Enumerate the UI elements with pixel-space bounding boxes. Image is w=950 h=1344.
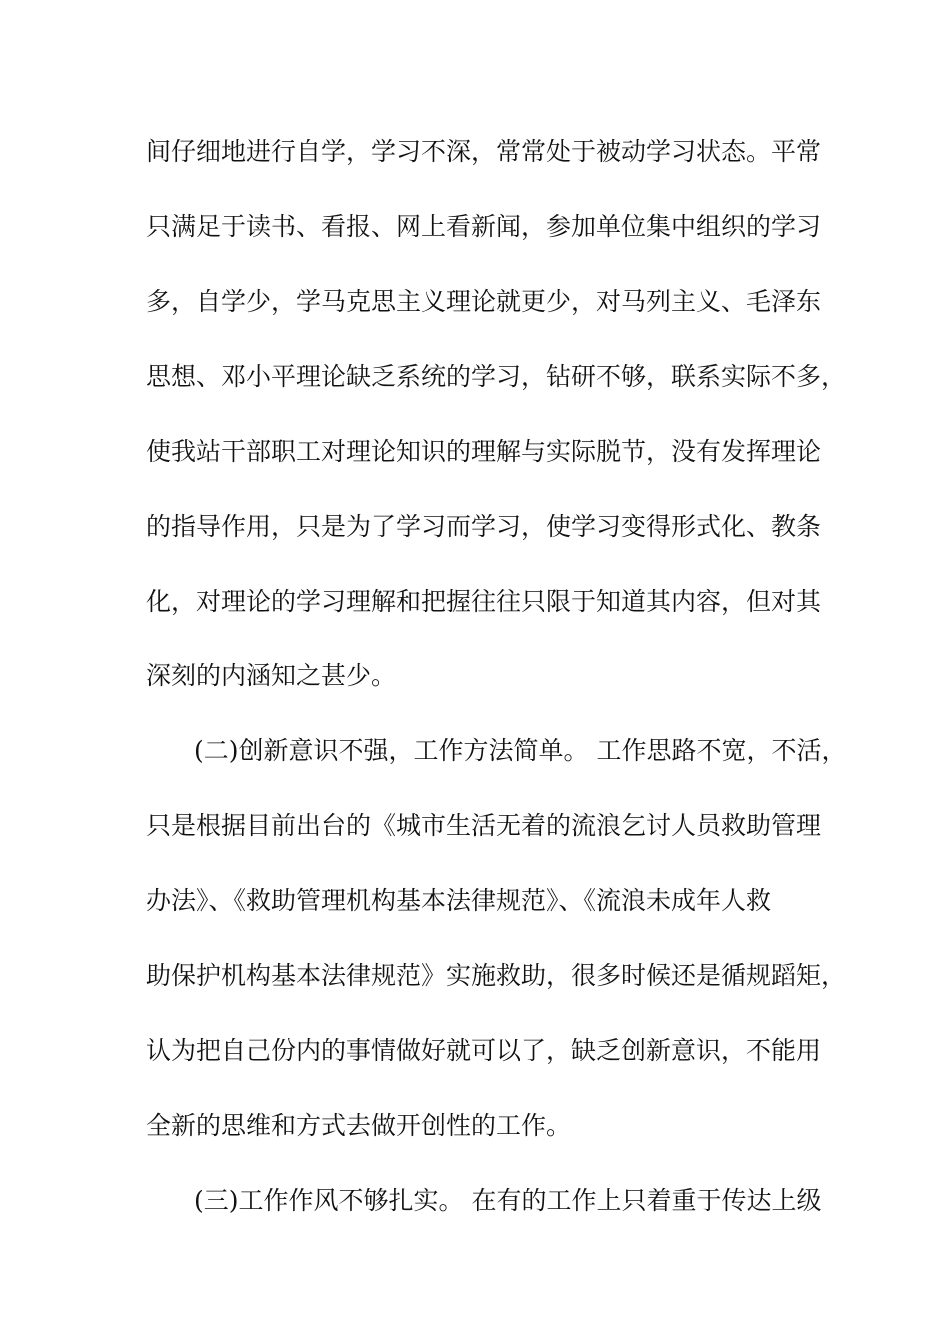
text-line: 间仔细地进行自学，学习不深，常常处于被动学习状态。平常 [146, 137, 822, 166]
text-line: 深刻的内涵知之甚少。 [146, 661, 397, 690]
text-line: 助保护机构基本法律规范》实施救助，很多时候还是循规蹈矩， [146, 961, 847, 990]
text-line: 认为把自己份内的事情做好就可以了，缺乏创新意识，不能用 [146, 1036, 822, 1065]
text-line: 的指导作用，只是为了学习而学习，使学习变得形式化、教条 [146, 512, 822, 541]
text-line: 办法》、《救助管理机构基本法律规范》、《流浪未成年人救 [146, 886, 772, 915]
text-line: 思想、邓小平理论缺乏系统的学习，钻研不够，联系实际不多， [146, 362, 847, 391]
section-heading-3: (三)工作作风不够扎实。 在有的工作上只着重于传达上级 [194, 1186, 822, 1215]
text-line: 全新的思维和方式去做开创性的工作。 [146, 1111, 572, 1140]
text-line: 多，自学少，学马克思主义理论就更少，对马列主义、毛泽东 [146, 287, 822, 316]
text-line: 化，对理论的学习理解和把握往往只限于知道其内容，但对其 [146, 587, 822, 616]
text-line: 使我站干部职工对理论知识的理解与实际脱节，没有发挥理论 [146, 437, 822, 466]
text-line: 只满足于读书、看报、网上看新闻，参加单位集中组织的学习 [146, 212, 822, 241]
text-line: 只是根据目前出台的《城市生活无着的流浪乞讨人员救助管理 [146, 811, 822, 840]
section-heading-2: (二)创新意识不强，工作方法简单。 工作思路不宽，不活， [194, 736, 847, 765]
